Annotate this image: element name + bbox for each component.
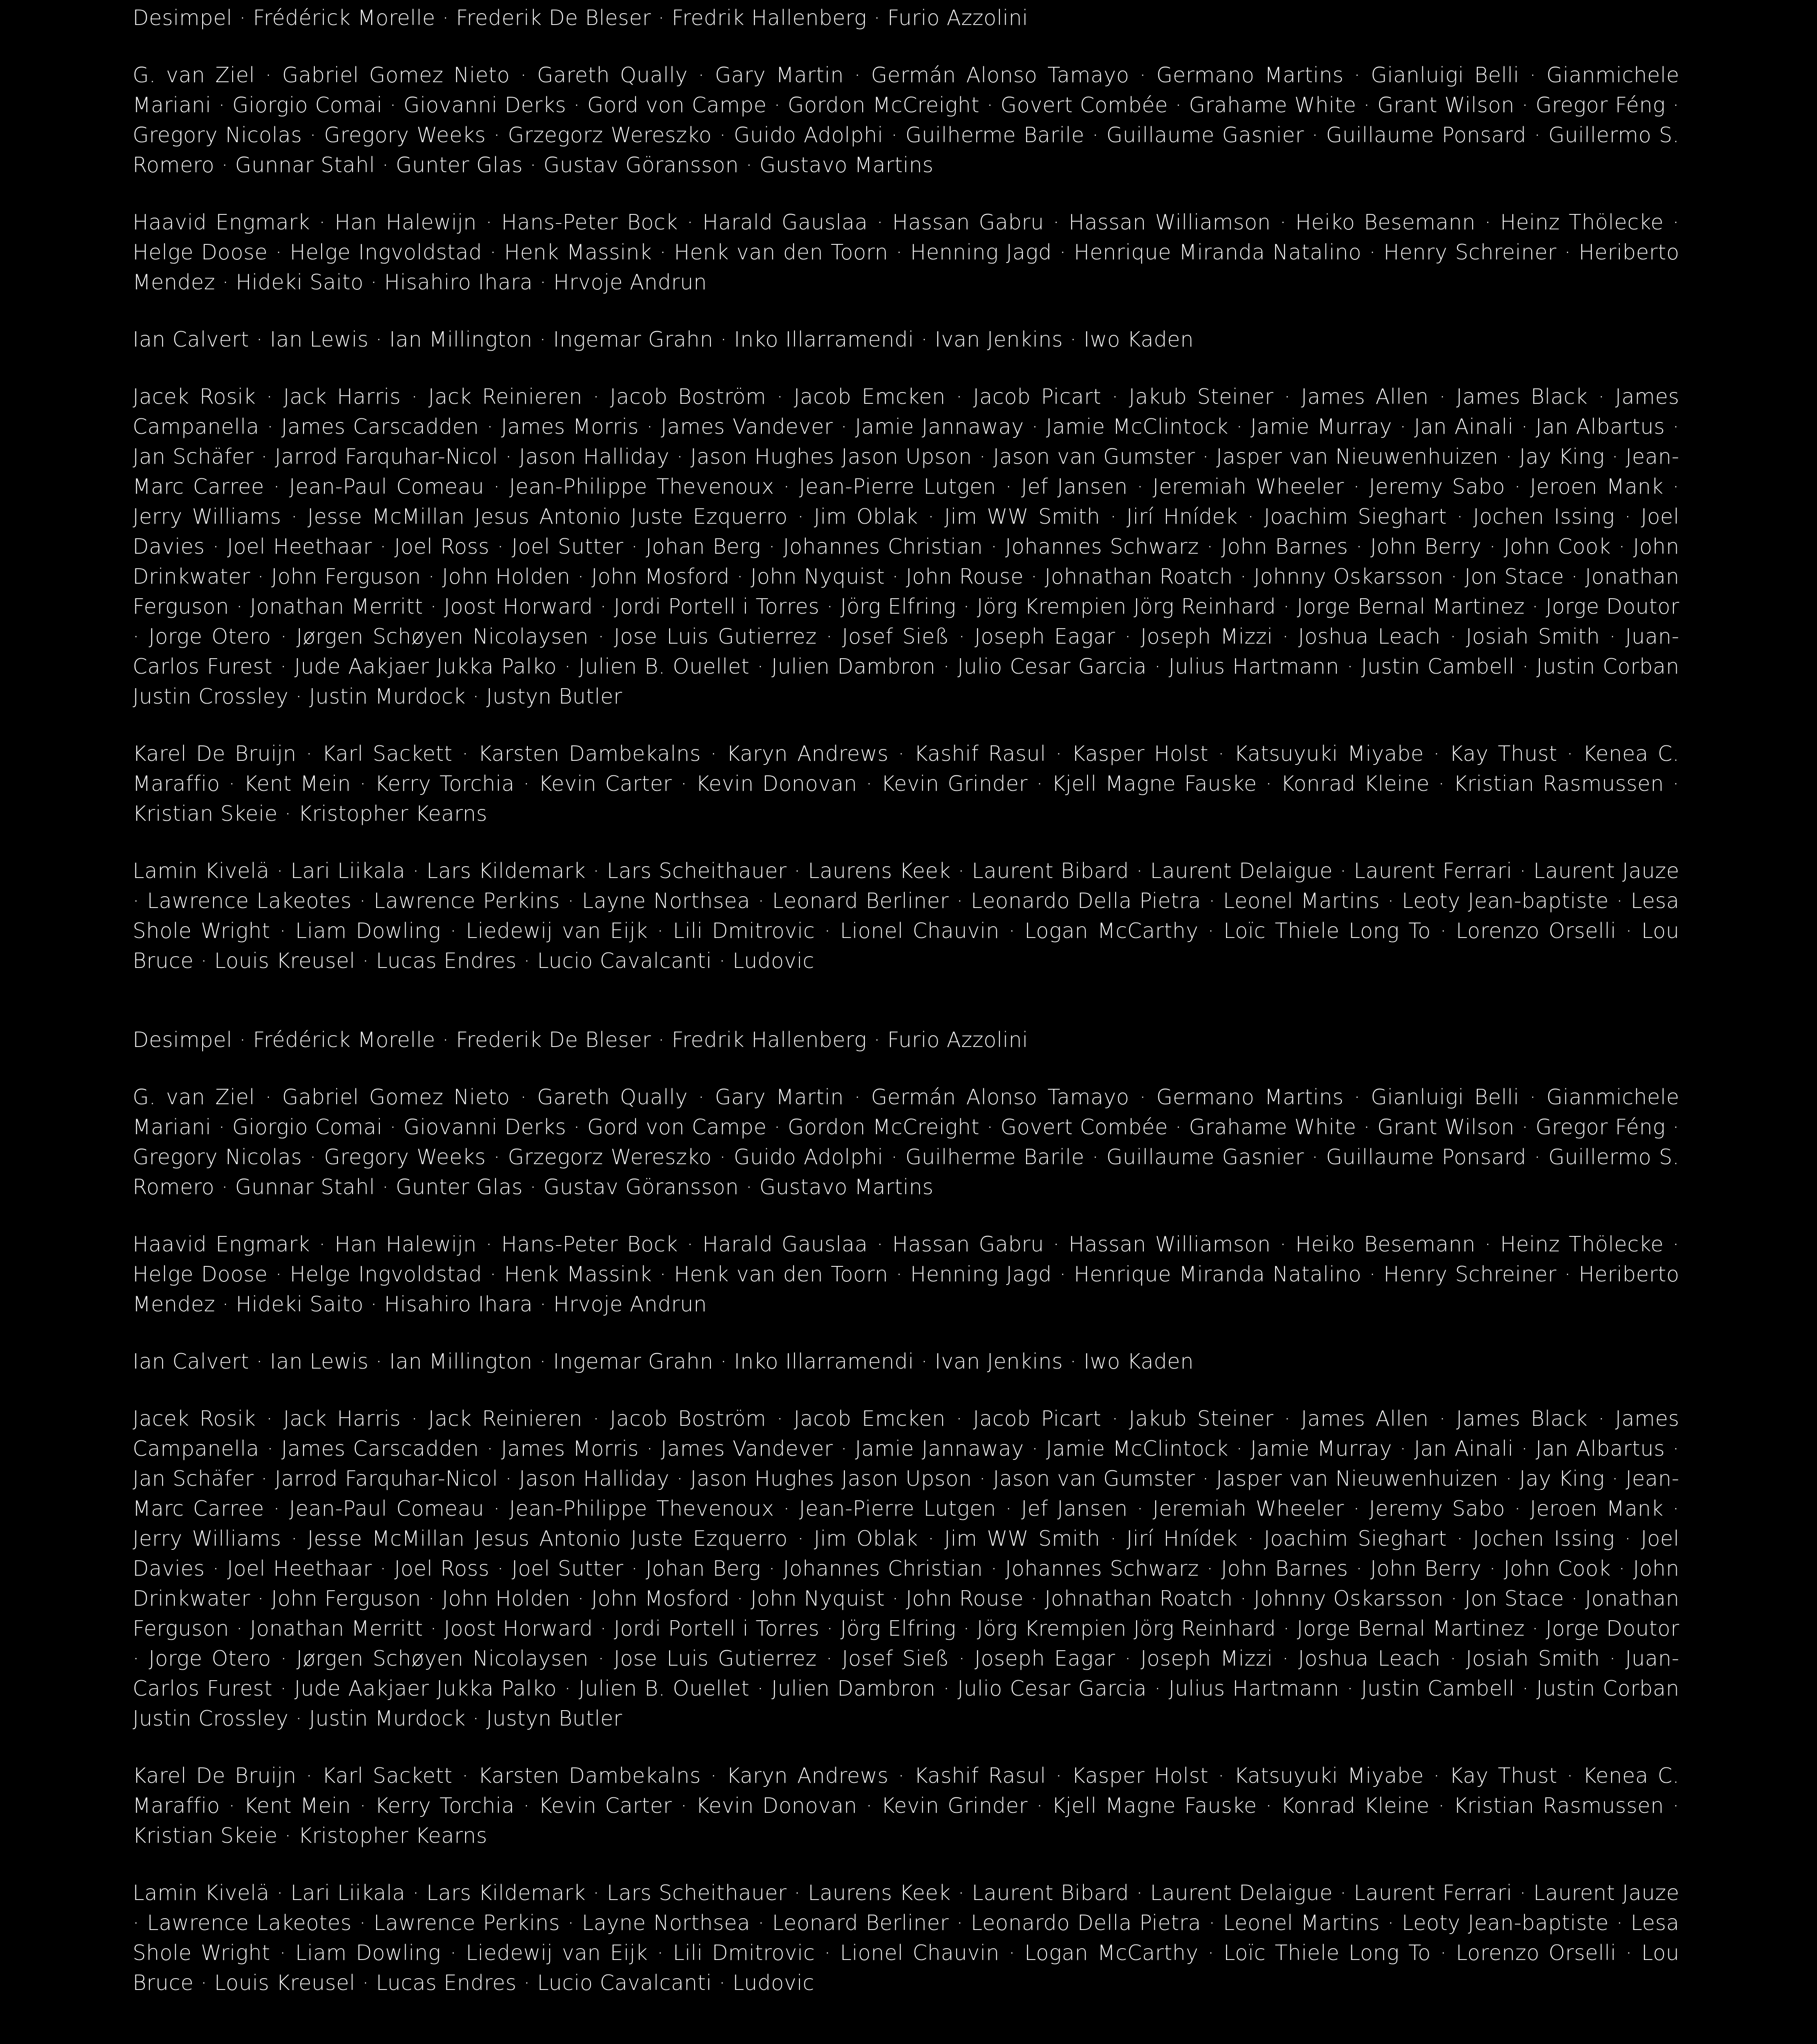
credits-paragraph-g: G. van Ziel · Gabriel Gomez Nieto · Gareth Qually · Gary Martin · Germán Alonso Tamayo · Germano Martins · Gianluigi Belli · Gianmichele Mariani · Giorgio Comai · Giovanni Derks · Gord von Campe · Gordon McCreight · Govert Combée · Grahame White · Grant Wilson · Gregor Féng · Gregory Nicolas · Gregory Weeks · Grzegorz Wereszko · Guido Adolphi · Guilherme Barile · Guillaume Gasnier · Guillaume Ponsard · Guillermo S. Romero · Gunnar Stahl · Gunter Glas · Gustav Göransson · Gustavo Martins — [133, 1085, 1679, 1199]
credits-paragraph-i: Ian Calvert · Ian Lewis · Ian Millington · Ingemar Grahn · Inko Illarramendi · Ivan Jenkins · Iwo Kaden — [133, 327, 1194, 352]
credits-paragraph-l: Lamin Kivelä · Lari Liikala · Lars Kildemark · Lars Scheithauer · Laurens Keek · Laurent Bibard · Laurent Delaigue · Laurent Ferrari · Laurent Jauze · Lawrence Lakeotes · Lawrence Perkins · Layne Northsea · Leonard Berliner · Leonardo Della Pietra · Leonel Martins · Leoty Jean-baptiste · Lesa Shole Wright · Liam Dowling · Liedewij van Eijk · Lili Dmitrovic · Lionel Chauvin · Logan McCarthy · Loïc Thiele Long To · Lorenzo Orselli · Lou Bruce · Louis Kreusel · Lucas Endres · Lucio Cavalcanti · Ludovic — [133, 858, 1679, 973]
credits-paragraph-k: Karel De Bruijn · Karl Sackett · Karsten Dambekalns · Karyn Andrews · Kashif Rasul · Kasper Holst · Katsuyuki Miyabe · Kay Thust · Kenea C. Maraffio · Kent Mein · Kerry Torchia · Kevin Carter · Kevin Donovan · Kevin Grinder · Kjell Magne Fauske · Konrad Kleine · Kristian Rasmussen · Kristian Skeie · Kristopher Kearns — [133, 1763, 1679, 1848]
credits-paragraph-i: Ian Calvert · Ian Lewis · Ian Millington · Ingemar Grahn · Inko Illarramendi · Ivan Jenkins · Iwo Kaden — [133, 1349, 1194, 1374]
credits-paragraph-l: Lamin Kivelä · Lari Liikala · Lars Kildemark · Lars Scheithauer · Laurens Keek · Laurent Bibard · Laurent Delaigue · Laurent Ferrari · Laurent Jauze · Lawrence Lakeotes · Lawrence Perkins · Layne Northsea · Leonard Berliner · Leonardo Della Pietra · Leonel Martins · Leoty Jean-baptiste · Lesa Shole Wright · Liam Dowling · Liedewij van Eijk · Lili Dmitrovic · Lionel Chauvin · Logan McCarthy · Loïc Thiele Long To · Lorenzo Orselli · Lou Bruce · Louis Kreusel · Lucas Endres · Lucio Cavalcanti · Ludovic — [133, 1880, 1679, 1995]
credits-paragraph-g: G. van Ziel · Gabriel Gomez Nieto · Gareth Qually · Gary Martin · Germán Alonso Tamayo · Germano Martins · Gianluigi Belli · Gianmichele Mariani · Giorgio Comai · Giovanni Derks · Gord von Campe · Gordon McCreight · Govert Combée · Grahame White · Grant Wilson · Gregor Féng · Gregory Nicolas · Gregory Weeks · Grzegorz Wereszko · Guido Adolphi · Guilherme Barile · Guillaume Gasnier · Guillaume Ponsard · Guillermo S. Romero · Gunnar Stahl · Gunter Glas · Gustav Göransson · Gustavo Martins — [133, 63, 1679, 177]
credits-paragraph-f: Desimpel · Frédérick Morelle · Frederik De Bleser · Fredrik Hallenberg · Furio Azzolini — [133, 1027, 1028, 1052]
credits-block-bottom — [0, 1022, 1817, 2044]
credits-paragraph-k: Karel De Bruijn · Karl Sackett · Karsten Dambekalns · Karyn Andrews · Kashif Rasul · Kasper Holst · Katsuyuki Miyabe · Kay Thust · Kenea C. Maraffio · Kent Mein · Kerry Torchia · Kevin Carter · Kevin Donovan · Kevin Grinder · Kjell Magne Fauske · Konrad Kleine · Kristian Rasmussen · Kristian Skeie · Kristopher Kearns — [133, 741, 1679, 826]
credits-paragraph-h: Haavid Engmark · Han Halewijn · Hans-Peter Bock · Harald Gauslaa · Hassan Gabru · Hassan Williamson · Heiko Besemann · Heinz Thölecke · Helge Doose · Helge Ingvoldstad · Henk Massink · Henk van den Toorn · Henning Jagd · Henrique Miranda Natalino · Henry Schreiner · Heriberto Mendez · Hideki Saito · Hisahiro Ihara · Hrvoje Andrun — [133, 210, 1679, 294]
credits-paragraph-j: Jacek Rosik · Jack Harris · Jack Reinieren · Jacob Boström · Jacob Emcken · Jacob Picart · Jakub Steiner · James Allen · James Black · James Campanella · James Carscadden · James Morris · James Vandever · Jamie Jannaway · Jamie McClintock · Jamie Murray · Jan Ainali · Jan Albartus · Jan Schäfer · Jarrod Farquhar-Nicol · Jason Halliday · Jason Hughes Jason Upson · Jason van Gumster · Jasper van Nieuwenhuizen · Jay King · Jean-Marc Carree · Jean-Paul Comeau · Jean-Philippe Thevenoux · Jean-Pierre Lutgen · Jef Jansen · Jeremiah Wheeler · Jeremy Sabo · Jeroen Mank · Jerry Williams · Jesse McMillan Jesus Antonio Juste Ezquerro · Jim Oblak · Jim WW Smith · Jirí Hnídek · Joachim Sieghart · Jochen Issing · Joel Davies · Joel Heethaar · Joel Ross · Joel Sutter · Johan Berg · Johannes Christian · Johannes Schwarz · John Barnes · John Berry · John Cook · John Drinkwater · John Ferguson · John Holden · John Mosford · John Nyquist · John Rouse · Johnathan Roatch · Johnny Oskarsson · Jon Stace · Jonathan Ferguson · Jonathan Merritt · Joost Horward · Jordi Portell i Torres · Jörg Elfring · Jörg Krempien Jörg Reinhard · Jorge Bernal Martinez · Jorge Doutor · Jorge Otero · Jørgen Schøyen Nicolaysen · Jose Luis Gutierrez · Josef Sieß · Joseph Eagar · Joseph Mizzi · Joshua Leach · Josiah Smith · Juan-Carlos Furest · Jude Aakjaer Jukka Palko · Julien B. Ouellet · Julien Dambron · Julio Cesar Garcia · Julius Hartmann · Justin Cambell · Justin Corban Justin Crossley · Justin Murdock · Justyn Butler — [133, 384, 1679, 709]
credits-paragraph-j: Jacek Rosik · Jack Harris · Jack Reinieren · Jacob Boström · Jacob Emcken · Jacob Picart · Jakub Steiner · James Allen · James Black · James Campanella · James Carscadden · James Morris · James Vandever · Jamie Jannaway · Jamie McClintock · Jamie Murray · Jan Ainali · Jan Albartus · Jan Schäfer · Jarrod Farquhar-Nicol · Jason Halliday · Jason Hughes Jason Upson · Jason van Gumster · Jasper van Nieuwenhuizen · Jay King · Jean-Marc Carree · Jean-Paul Comeau · Jean-Philippe Thevenoux · Jean-Pierre Lutgen · Jef Jansen · Jeremiah Wheeler · Jeremy Sabo · Jeroen Mank · Jerry Williams · Jesse McMillan Jesus Antonio Juste Ezquerro · Jim Oblak · Jim WW Smith · Jirí Hnídek · Joachim Sieghart · Jochen Issing · Joel Davies · Joel Heethaar · Joel Ross · Joel Sutter · Johan Berg · Johannes Christian · Johannes Schwarz · John Barnes · John Berry · John Cook · John Drinkwater · John Ferguson · John Holden · John Mosford · John Nyquist · John Rouse · Johnathan Roatch · Johnny Oskarsson · Jon Stace · Jonathan Ferguson · Jonathan Merritt · Joost Horward · Jordi Portell i Torres · Jörg Elfring · Jörg Krempien Jörg Reinhard · Jorge Bernal Martinez · Jorge Doutor · Jorge Otero · Jørgen Schøyen Nicolaysen · Jose Luis Gutierrez · Josef Sieß · Joseph Eagar · Joseph Mizzi · Joshua Leach · Josiah Smith · Juan-Carlos Furest · Jude Aakjaer Jukka Palko · Julien B. Ouellet · Julien Dambron · Julio Cesar Garcia · Julius Hartmann · Justin Cambell · Justin Corban Justin Crossley · Justin Murdock · Justyn Butler — [133, 1406, 1679, 1731]
credits-paragraph-f: Desimpel · Frédérick Morelle · Frederik De Bleser · Fredrik Hallenberg · Furio Azzolini — [133, 5, 1028, 30]
credits-paragraph-h: Haavid Engmark · Han Halewijn · Hans-Peter Bock · Harald Gauslaa · Hassan Gabru · Hassan Williamson · Heiko Besemann · Heinz Thölecke · Helge Doose · Helge Ingvoldstad · Henk Massink · Henk van den Toorn · Henning Jagd · Henrique Miranda Natalino · Henry Schreiner · Heriberto Mendez · Hideki Saito · Hisahiro Ihara · Hrvoje Andrun — [133, 1232, 1679, 1316]
